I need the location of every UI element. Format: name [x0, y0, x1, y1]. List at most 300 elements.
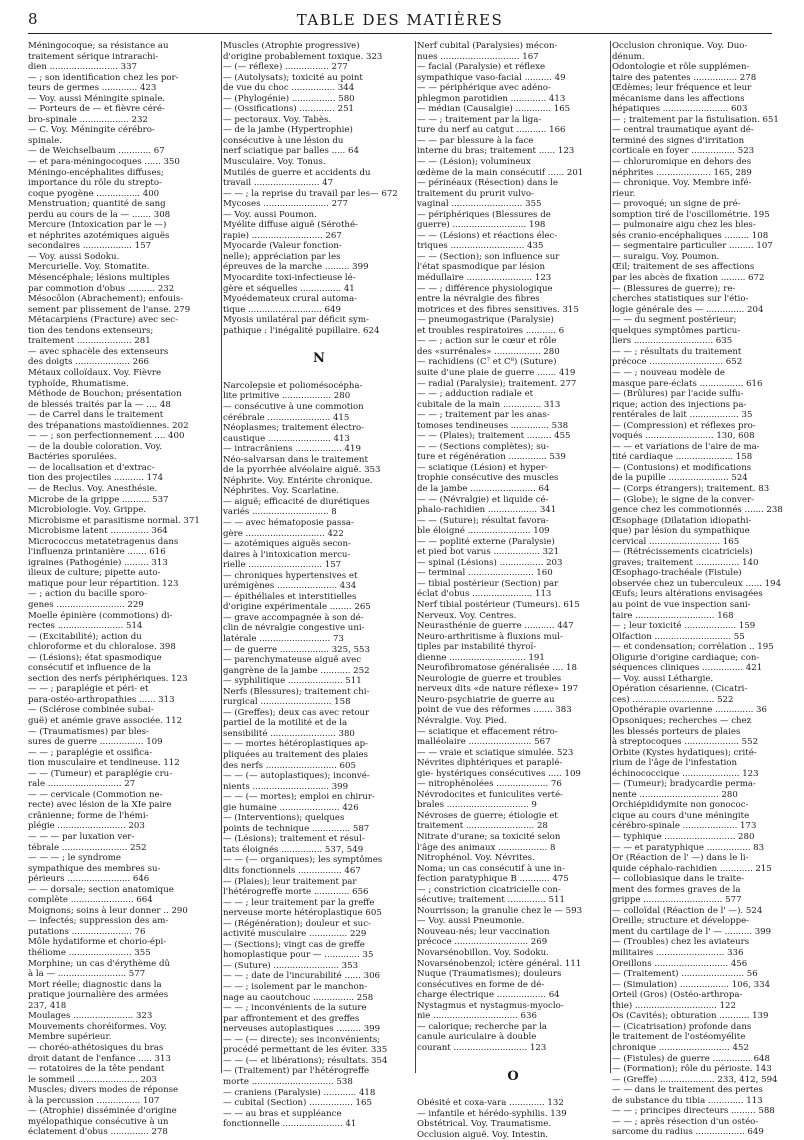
index-entry: masque pare-éclats ................ 616 — [612, 378, 763, 389]
index-entry: phalo-rachidien .................. 341 — [417, 505, 557, 516]
index-entry: — — cervicale (Commotion ne- — [28, 789, 163, 800]
index-entry: précoce ........................... 652 — [612, 357, 743, 368]
index-entry: — — ; principes directeurs ......... 588 — [612, 1106, 775, 1117]
index-entry: — — ; leur traitement par la greffe — [223, 897, 375, 908]
index-entry: Néphrite. Voy. Entérite chronique. — [223, 475, 373, 486]
index-entry: ment du cartilage de l' — .......... 399 — [612, 926, 772, 937]
index-entry: Méningo-encéphalites diffuses; — [28, 167, 164, 178]
index-entry: — — (Lésion); volumineux — [417, 157, 531, 168]
index-entry: Myoédemateux crural automa- — [223, 294, 358, 305]
index-entry: Nerf tibial postérieur (Tumeurs). 615 — [417, 599, 580, 610]
index-entry: sures de guerre ................ 109 — [28, 737, 163, 748]
index-entry: grippe ............................. 577 — [612, 895, 742, 906]
page-number: 8 — [28, 10, 38, 28]
index-entry: Myosis unilatéral par déficit sym- — [223, 315, 369, 326]
index-entry: — segmentaire particulier ......... 107 — [612, 241, 773, 252]
index-entry: nerveuse morte hétéroplastique 605 — [223, 908, 382, 919]
index-entry: tats éloignés ............... 537, 549 — [223, 844, 364, 855]
index-entry: Névrites diphtériques et paraplé- — [417, 758, 563, 769]
index-entry: interne du bras; traitement ...... 123 — [417, 146, 575, 157]
index-entry: Neurofibromatose généralisée .... 18 — [417, 663, 577, 674]
index-entry: Myocarde (Valeur fonction- — [223, 241, 342, 252]
index-entry: d'origine probablement toxique. 323 — [223, 51, 383, 62]
index-entry: Mutilés de guerre et accidents du — [223, 167, 371, 178]
index-entry: para-ostéo-arthropathies ...... 313 — [28, 694, 175, 705]
index-entry: rentérales de lait .................. 35 — [612, 410, 753, 421]
index-entry: ble éloigné ....................... 109 — [417, 526, 550, 537]
index-entry: Néoplasmes; traitement électro- — [223, 423, 365, 434]
index-entry: — Voy. aussi Pneumonie. — [417, 916, 525, 927]
index-entry: — ; leur toxicité ................... 159 — [612, 621, 756, 632]
index-entry: tion des tendons extenseurs; — [28, 325, 154, 336]
index-entry: les blessés porteurs de plaies — [612, 726, 741, 737]
index-entry: — (Atrophie) disséminée d'origine — [28, 1106, 177, 1117]
index-entry: matique pour leur répartition. 123 — [28, 578, 179, 589]
index-entry: hépatiques ........................ 603 — [612, 104, 748, 115]
index-entry: quelques symptômes particu- — [612, 325, 741, 336]
index-entry: Mercure (Intoxication par le —) — [28, 220, 167, 231]
index-entry: — radial (Paralysie); traitement. 277 — [417, 378, 577, 389]
index-entry: et pied bot varus ................. 321 — [417, 547, 560, 558]
index-entry: Môle hydatiforme et chorio-épi- — [28, 937, 167, 948]
index-entry: traitement sérique intrarachi- — [28, 51, 159, 62]
index-entry: Œsophage (Dilatation idiopathi- — [612, 515, 752, 526]
index-entry: morte .............................. 538 — [223, 1076, 353, 1087]
index-entry: — cubital (Section) ................ 165 — [223, 1098, 372, 1109]
index-entry: droit datant de l'enfance ..... 313 — [28, 1053, 171, 1064]
index-entry: taire ............................. 168 — [612, 610, 734, 621]
index-entry: — colloïdal (Réaction de l' —). 524 — [612, 905, 763, 916]
index-entry: — Porteurs de — et fièvre céré- — [28, 104, 165, 115]
index-entry: Or (Réaction de l' —) dans le li- — [612, 853, 749, 864]
index-entry: — — ; nouveau modèle de — [612, 367, 725, 378]
index-entry: observée chez un tuberculeux ...... 194 — [612, 578, 782, 589]
index-entry: secondaires .................. 157 — [28, 241, 152, 252]
index-entry: — (Rétrécissements cicatriciels) — [612, 547, 753, 558]
index-entry: Nourrisson; la granulie chez le — 593 — [417, 905, 583, 916]
index-entry: — — dorsale; section anatomique — [28, 884, 174, 895]
index-entry: — suraigu. Voy. Poumon. — [612, 251, 720, 262]
index-entry: — central traumatique ayant dé- — [612, 125, 754, 136]
index-entry: — (Suture) ........................ 353 — [223, 960, 359, 971]
index-entry: traitement ......................... 28 — [417, 821, 548, 832]
page-title: TABLE DES MATIÈRES — [296, 11, 504, 29]
index-entry: Névralgie. Voy. Pied. — [417, 716, 507, 726]
index-entry: sement par plissement de l'anse. 279 — [28, 304, 191, 315]
index-entry: consécutives en forme de dé- — [417, 979, 545, 990]
index-entry: Nouveau-nés; leur vaccination — [417, 926, 550, 937]
index-entry: — parenchymateuse aiguë avec — [223, 655, 362, 666]
index-entry: plégie ......................... 203 — [28, 821, 145, 832]
index-entry: — — (Plaies); traitement ......... 455 — [417, 431, 571, 442]
index-entry: Opothérapie ovarienne .............. 36 — [612, 705, 767, 716]
index-entry: à la percussion ................ 107 — [28, 1095, 160, 1106]
column-divider — [610, 41, 611, 1073]
index-entry: Mercurielle. Voy. Stomatite. — [28, 262, 150, 273]
index-entry: points de technique .............. 587 — [223, 823, 370, 834]
index-entry: — chronique. Voy. Membre infé- — [612, 178, 752, 189]
index-entry: dits fonctionnels ................ 467 — [223, 866, 361, 877]
index-entry: — de la jambe (Hypertrophie) — [223, 125, 353, 136]
index-entry: putations ...................... 76 — [28, 926, 146, 937]
index-entry: Obésité et coxa-vara ............. 132 — [417, 1098, 564, 1109]
index-entry: Micrococcus metatetragenus dans — [28, 536, 179, 547]
page-header — [28, 10, 772, 32]
index-entry: — périphériques (Blessures de — [417, 209, 551, 220]
section-letter: N — [313, 351, 325, 367]
index-entry: Métacarpiens (Fracture) avec sec- — [28, 315, 178, 326]
index-entry: — (Tumeur); bradycardie perma- — [612, 779, 756, 790]
index-entry: — consécutive à une commotion — [223, 401, 364, 412]
index-entry: guerre) ........................... 198 — [417, 220, 546, 231]
index-entry: Muscles; divers modes de réponse — [28, 1085, 179, 1096]
index-entry: — et para-méningocoques ...... 350 — [28, 157, 180, 168]
index-entry: trophie consécutive des muscles — [417, 473, 559, 484]
index-entry: Narcolepsie et poliomésocépha- — [223, 380, 363, 391]
index-entry: — sciatique (Lésion) et hyper- — [417, 462, 548, 473]
index-entry: — (Formation); rôle du périoste. 143 — [612, 1064, 772, 1075]
index-entry: — — — par luxation ver- — [28, 832, 135, 843]
index-entry: travail ........................ 47 — [223, 178, 334, 189]
index-entry: tité cardiaque ..................... 158 — [612, 452, 753, 463]
index-entry: rale ........................... 27 — [28, 779, 136, 790]
index-entry: par affrontement et des greffes — [223, 1013, 360, 1024]
index-entry: — de Weichselbaum ............ 67 — [28, 146, 165, 157]
index-entry: Obstétrical. Voy. Traumatisme. — [417, 1119, 552, 1130]
index-entry: — — ; inconvénients de la suture — [223, 1003, 367, 1014]
index-entry: — typhique .......................... 280 — [612, 832, 755, 843]
index-entry: l'âge des animaux .................. 8 — [417, 842, 556, 853]
index-entry: Membre supérieur. — [28, 1032, 112, 1043]
index-entry: Métaux colloïdaux. Voy. Fièvre — [28, 367, 162, 378]
index-entry: par les abcès de fixation ......... 672 — [612, 273, 765, 284]
index-entry: rique; action des injections pa- — [612, 399, 747, 410]
index-entry: au point de vue inspection sani- — [612, 599, 751, 610]
index-entry: nage au caoutchouc ............... 258 — [223, 992, 374, 1003]
index-entry: tique ........................... 649 — [223, 304, 341, 315]
index-entry: — — ; après résection d'un ostéo- — [612, 1116, 759, 1127]
index-entry: Nitrophénol. Voy. Névrites. — [417, 853, 535, 864]
index-entry: — — (Lésions) et réactions élec- — [417, 230, 558, 241]
index-entry: — (Sections); vingt cas de greffe — [223, 939, 365, 950]
index-entry: — — ; action sur le cœur et rôle — [417, 336, 557, 347]
index-entry: Occlusion aiguë. Voy. Intestin. — [417, 1129, 549, 1140]
index-entry: recte) avec lésion de la XIe paire — [28, 800, 172, 811]
index-entry: teurs de germes ............. 423 — [28, 83, 157, 94]
index-entry: traitement .................... 281 — [28, 336, 151, 347]
index-entry: cique au cours d'une méningite — [612, 810, 750, 821]
index-entry: — — ; traitement par la liga- — [417, 114, 542, 125]
index-entry: — de la double coloration. Voy. — [28, 441, 163, 452]
index-entry: — (Corps étrangers); traitement. 83 — [612, 483, 770, 494]
index-entry: ilieux de culture; pipette auto- — [28, 568, 161, 579]
index-entry: — craniens (Paralysie) ............ 418 — [223, 1087, 376, 1098]
index-entry: par commotion d'obus .......... 232 — [28, 283, 175, 294]
index-entry: — ; constriction cicatricielle con- — [417, 884, 561, 895]
index-entry: rieur. — [612, 188, 636, 199]
index-entry: Occlusion chronique. Voy. Duo- — [612, 41, 748, 51]
index-entry: d'origine expérimentale ........ 265 — [223, 602, 371, 613]
index-entry: sarcome du radius .................. 649 — [612, 1127, 764, 1138]
index-entry: Odontologie et rôle supplémen- — [612, 62, 750, 73]
index-entry: — — ; paraplégie et ossifica- — [28, 747, 153, 758]
index-entry: — (Interventions); quelques — [223, 813, 345, 824]
index-entry: Orbite (Kystes hydatiques); crité- — [612, 747, 757, 758]
index-entry: — choréo-athétosiques du bras — [28, 1042, 164, 1053]
index-entry: consécutif et influence de la — [28, 663, 151, 674]
index-entry: Muscles (Atrophie progressive) — [223, 41, 360, 51]
index-entry: Neuro-psychiatrie de guerre au — [417, 694, 555, 705]
index-entry: — — (— mortes); emploi en chirur- — [223, 792, 375, 803]
index-entry: nients ............................ 399 — [223, 781, 349, 792]
index-entry: Microbisme latent .............. 364 — [28, 526, 168, 537]
index-entry: de la jambe ........................ 64 — [417, 483, 550, 494]
index-entry: gangrène de la jambe ........... 252 — [223, 665, 370, 676]
index-entry: gère ............................. 422 — [223, 528, 344, 539]
index-entry: — — (Névralgie) et liquide cé- — [417, 494, 549, 505]
index-entry: — (Contusions) et modifications — [612, 462, 752, 473]
index-entry: terminé des signes d'irritation — [612, 135, 745, 146]
index-entry: — — (— autoplastiques); inconvé- — [223, 771, 370, 782]
index-entry: — — (Tumeur) et paraplégie cru- — [28, 768, 173, 779]
index-entry: — aiguë; efficacité de diurétiques — [223, 496, 370, 507]
index-entry: gère et séquelles ............... 41 — [223, 283, 355, 294]
index-entry: — avec sphacèle des extenseurs — [28, 346, 169, 357]
index-entry: Neurasthénie de guerre ........... 447 — [417, 621, 574, 632]
index-entry: — — — ; le syndrome — [28, 853, 121, 864]
index-entry: cérébro-spinale .................... 173 — [612, 821, 757, 832]
index-entry: pliquées au traitement des plaies — [223, 750, 369, 760]
index-entry: mécanisme dans les affections — [612, 93, 745, 104]
index-entry: cérébrale ....................... 415 — [223, 412, 350, 423]
index-entry: Oreillons ........................... 456 — [612, 958, 748, 969]
index-entry: traitement du prurit vulvo- — [417, 188, 534, 199]
index-column-4 — [612, 41, 804, 1138]
index-entry: cubitale de la main .............. 313 — [417, 399, 561, 410]
index-entry: séquences cliniques ............... 421 — [612, 663, 763, 674]
index-entry: — — ; date de l'incurabilité ...... 306 — [223, 971, 381, 982]
index-entry: Orteil (Gros) (Ostéo-arthropa- — [612, 990, 743, 1001]
index-entry: — rachidiens (C⁷ et C⁸) (Suture) — [417, 357, 557, 368]
index-entry: Nystagmus et nystagmus-myoclo- — [417, 1000, 564, 1011]
index-entry: Neuro-arthritisme à fluxions mul- — [417, 631, 563, 642]
index-entry: échinococcique ..................... 123 — [612, 768, 759, 779]
index-column-2 — [223, 41, 415, 1130]
index-entry: le sommeil ...................... 203 — [28, 1074, 157, 1085]
index-entry: Microbiologie. Voy. Grippe. — [28, 505, 147, 516]
index-entry: Olfaction ............................ 55 — [612, 631, 745, 642]
index-entry: sés cranio-encéphaliques ......... 108 — [612, 230, 769, 241]
index-entry: spinale. — [28, 135, 62, 146]
index-entry: — (Traitement) ....................... 56 — [612, 969, 758, 980]
index-entry: Néphrites. Voy. Scarlatine. — [223, 486, 340, 497]
index-entry: igraines (Pathogénie) ......... 313 — [28, 557, 168, 568]
index-entry: tion musculaire et tendineuse. 112 — [28, 758, 180, 769]
index-entry: fection paratyphique B ........... 475 — [417, 874, 569, 885]
index-entry: — (Globe); le signe de la conver- — [612, 494, 755, 505]
index-entry: — chloruromique en dehors des — [612, 157, 752, 168]
index-entry: — — ; son perfectionnement .... 400 — [28, 431, 185, 442]
index-entry: de la pupille ...................... 524 — [612, 473, 748, 484]
column-divider — [221, 41, 222, 1073]
index-entry: — — et variations de l'aire de ma- — [612, 441, 760, 452]
index-entry: — — mortes hétéroplastiques ap- — [223, 739, 368, 750]
index-entry: — grave accompagnée à son dé- — [223, 612, 364, 623]
index-entry: complète ....................... 664 — [28, 895, 153, 906]
index-entry: sympathique des membres su- — [28, 863, 161, 874]
index-entry: — — ; la reprise du travail par les— 672 — [223, 188, 398, 199]
index-entry: médullaire ........................ 123 — [417, 273, 552, 284]
index-entry: Opération césarienne. (Cicatri- — [612, 684, 748, 695]
index-entry: — (Ossifications) ............. 251 — [223, 104, 355, 115]
index-entry: — (Greffes); deux cas avec retour — [223, 707, 370, 718]
section-letter: O — [507, 1068, 519, 1084]
index-entry: Névrodocites et funiculites verté- — [417, 789, 563, 800]
index-entry: caustique ....................... 413 — [223, 433, 350, 444]
index-entry: — épithéliales et interstitielles — [223, 591, 357, 602]
index-entry: — (Blessures de guerre); re- — [612, 283, 736, 294]
index-entry: Mouvements choréiformes. Voy. — [28, 1021, 167, 1032]
index-entry: dienne ............................ 191 — [417, 652, 545, 663]
index-entry: — — vraie et sciatique simulée. 523 — [417, 747, 574, 758]
index-entry: graves; traitement ................ 140 — [612, 557, 759, 568]
index-entry: Oligurie d'origine cardiaque; con- — [612, 652, 760, 663]
index-entry: brales .............................. 9 — [417, 800, 537, 811]
index-entry: rapie) .......................... 267 — [223, 230, 342, 241]
index-entry: — de Reclus. Voy. Anesthésie. — [28, 483, 158, 494]
index-entry: sécutive; traitement .............. 511 — [417, 895, 565, 906]
index-entry: bro-spinale .................. 232 — [28, 114, 148, 125]
index-entry: Œil; traitement de ses affections — [612, 262, 755, 273]
index-entry: point de vue des réformes ....... 383 — [417, 705, 572, 716]
index-entry: Œufs; leurs altérations envisagées — [612, 589, 763, 600]
index-entry: importance du rôle du strepto- — [28, 178, 162, 189]
index-entry: guë) et anémie grave associée. 112 — [28, 716, 183, 726]
index-entry: consécutive à une lésion du — [223, 135, 344, 146]
index-entry: l'hétérogreffe morte ............. 656 — [223, 887, 369, 898]
index-entry: néphrites .................... 165, 289 — [612, 167, 752, 178]
index-entry: genes ......................... 229 — [28, 599, 144, 610]
index-entry: — (Simulation) .................. 106, 334 — [612, 979, 771, 990]
index-entry: Morphine; un cas d'érythème dû — [28, 958, 170, 969]
index-entry: Opsoniques; recherches — chez — [612, 716, 752, 726]
index-entry: — collobiasique dans le traite- — [612, 874, 745, 885]
index-entry: — — avec hématoposie passa- — [223, 517, 354, 528]
header-rule — [28, 33, 772, 34]
index-entry: perdu au cours de la — ....... 308 — [28, 209, 171, 220]
index-entry: œdème de la main consécutif ...... 201 — [417, 167, 584, 178]
index-entry: daires à l'intoxication mercu- — [223, 549, 351, 560]
index-entry: liers ............................. 635 — [612, 336, 733, 347]
index-entry: Musculaire. Voy. Tonus. — [223, 157, 326, 168]
index-entry: tébrale ........................ 252 — [28, 842, 147, 853]
index-entry: — (Traitement) par l'hétérogreffe — [223, 1066, 370, 1077]
index-entry: des trépanations mastoïdiennes. 202 — [28, 420, 189, 431]
index-entry: — (Greffe) .................... 233, 412, 594 — [612, 1074, 778, 1085]
index-entry: nelle); appréciation par les — [223, 251, 341, 262]
index-entry: — nitrophénolées ................... 76 — [417, 779, 562, 790]
index-entry: — — poplité externe (Paralysie) — [417, 536, 555, 547]
index-entry: crânienne; forme de l'hémi- — [28, 810, 149, 821]
index-entry: — — (Sections complètes); su- — [417, 441, 550, 452]
index-entry: — Voy. aussi Sodoku. — [28, 251, 120, 262]
index-entry: clin de névralgie congestive uni- — [223, 623, 365, 634]
index-entry: Myélite diffuse aiguë (Sérothé- — [223, 220, 358, 231]
index-entry: — (— réflexe) ................ 277 — [223, 62, 348, 73]
index-entry: canule auriculaire à double — [417, 1032, 537, 1043]
index-entry: activité musculaire .............. 229 — [223, 929, 367, 940]
index-entry: — facial (Paralysie) et réflexe — [417, 62, 546, 73]
index-entry: — (Lésions); état spasmodique — [28, 652, 162, 663]
index-entry: — — (— et libérations); résultats. 354 — [223, 1055, 388, 1066]
index-entry: nerveux dits «de nature réflexe» 197 — [417, 684, 579, 695]
index-entry: variés ............................ 8 — [223, 507, 337, 518]
index-entry: — — ; traitement par les anas- — [417, 410, 550, 421]
index-entry: — (Phylogénie) ................ 580 — [223, 93, 355, 104]
index-entry: — (Lésions); traitement et résul- — [223, 834, 365, 845]
index-entry: ture et régénération .............. 539 — [417, 452, 566, 463]
index-entry: cherches statistiques sur l'étio- — [612, 294, 749, 305]
index-entry: — spinal (Lésions) ................ 203 — [417, 557, 563, 568]
index-entry: typhoïde, Rhumatisme. — [28, 378, 129, 389]
index-entry: précoce ........................... 269 — [417, 937, 548, 948]
index-entry: coque pyogène ................ 400 — [28, 188, 160, 199]
index-entry: — — (— directe); ses inconvénients; — [223, 1034, 381, 1045]
index-entry: — de guerre .................. 325, 553 — [223, 644, 370, 655]
index-entry: tion des projectiles ........... 174 — [28, 473, 164, 484]
index-entry: — — (Suture); résultat favora- — [417, 515, 549, 526]
index-entry: Microbisme et parasitisme normal. 371 — [28, 515, 200, 526]
index-entry: — (Brûlures) par l'acide sulfu- — [612, 389, 744, 400]
index-entry: Mort réelle; diagnostic dans la — [28, 979, 162, 990]
index-entry: — Voy. aussi Méningite spinale. — [28, 93, 166, 104]
index-entry: Mésocôlon (Abrachement); enfouis- — [28, 294, 184, 305]
index-entry: myélopathique consécutive à un — [28, 1116, 169, 1127]
index-entry: section des nerfs périphériques. 123 — [28, 673, 188, 684]
index-entry: — — ; isolement par le manchon- — [223, 982, 368, 993]
index-entry: — périnéaux (Résection) dans le — [417, 178, 558, 189]
index-entry: fonctionnelle ...................... 41 — [223, 1119, 357, 1130]
index-entry: rium de l'âge de l'infestation — [612, 758, 738, 769]
index-entry: gence chez les commotionnés ....... 238 — [612, 505, 783, 516]
index-entry: — sciatique et effacement rétro- — [417, 726, 558, 737]
index-entry: — — par blessure à la face — [417, 135, 534, 146]
index-entry: Œsophago-trachéale (Fistule) — [612, 568, 742, 579]
index-entry: — — ; résultats du traitement — [612, 346, 742, 357]
index-entry: l'influenza printanière ....... 616 — [28, 547, 166, 558]
index-entry: Moulages ...................... 323 — [28, 1011, 153, 1022]
index-entry: l'état spasmodique par lésion — [417, 262, 545, 273]
index-entry: militaires ......................... 336 — [612, 948, 744, 959]
index-entry: cervical .......................... 165 — [612, 536, 740, 547]
index-entry: malléolaire ....................... 567 — [417, 737, 551, 748]
index-entry: taire des patentes ................ 278 — [612, 72, 757, 83]
index-entry: ces) .............................. 522 — [612, 694, 734, 705]
index-entry: — — du segment postérieur; — [612, 315, 737, 326]
index-entry: de blessés traités par la — .... 48 — [28, 399, 171, 410]
index-entry: suite d'une plaie de guerre ....... 419 — [417, 367, 576, 378]
index-entry: tiples par instabilité thyroï- — [417, 642, 537, 653]
index-entry: et néphrites azotémiques aiguës — [28, 230, 170, 241]
index-entry: — C. Voy. Méningite cérébro- — [28, 125, 155, 136]
index-entry: gie- hystériques consécutives ..... 109 — [417, 768, 581, 779]
index-entry: — pulmonaire aigu chez les bles- — [612, 220, 756, 231]
index-entry: — — (— organiques); les symptômes — [223, 855, 383, 866]
index-column-3 — [417, 41, 609, 1140]
column-divider — [415, 41, 416, 1073]
index-entry: — de localisation et d'extrac- — [28, 462, 155, 473]
index-entry: des nerfs .......................... 605 — [223, 760, 356, 771]
